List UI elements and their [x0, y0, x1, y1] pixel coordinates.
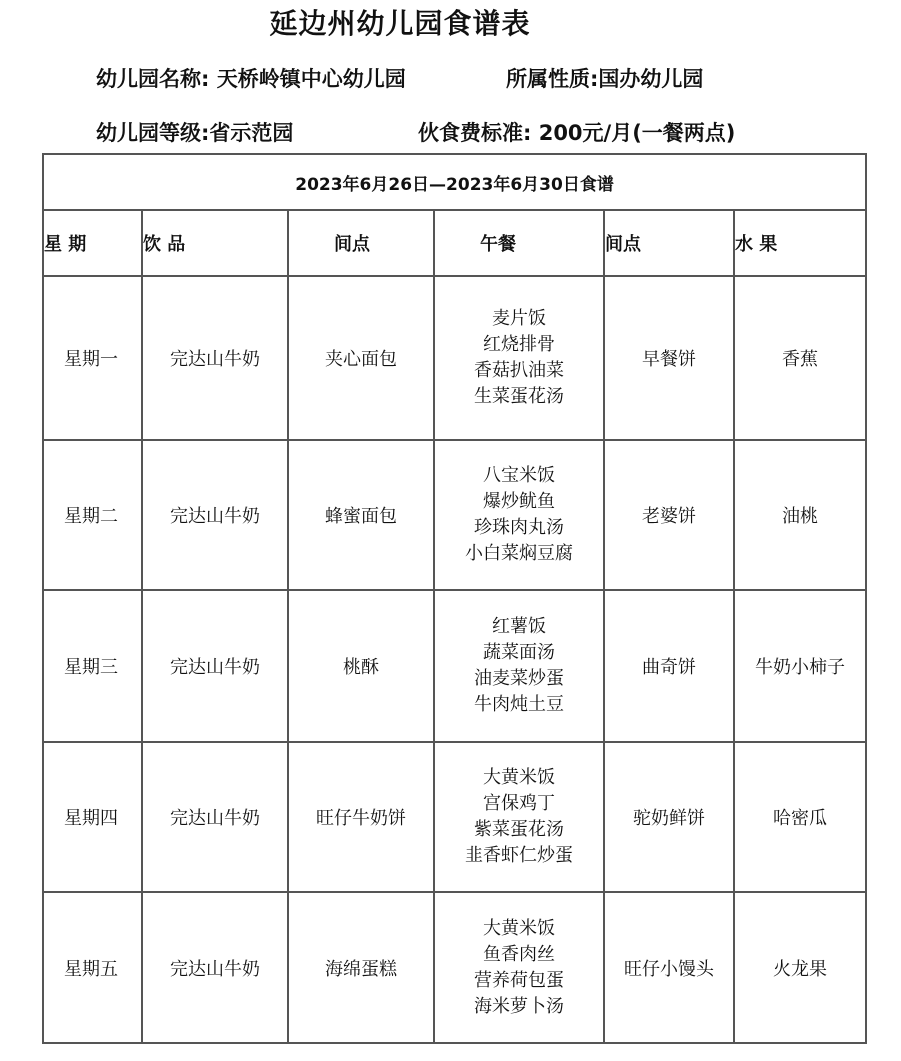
day-cell: 星期二 [43, 440, 142, 590]
lunch-item: 珍珠肉丸汤 [474, 517, 564, 538]
lunch-item: 爆炒鱿鱼 [483, 491, 555, 512]
lunch-item: 大黄米饭 [483, 767, 555, 788]
lunch-item: 蔬菜面汤 [483, 642, 555, 663]
lunch-item: 麦片饭 [492, 308, 546, 329]
header-fruit: 水 果 [734, 210, 866, 276]
fruit-cell: 香蕉 [734, 276, 866, 440]
lunch-cell [434, 440, 604, 590]
drink-cell: 完达山牛奶 [142, 276, 288, 440]
table-row [43, 276, 866, 440]
snack-afternoon-cell: 旺仔小馒头 [604, 892, 734, 1043]
table-row [43, 590, 866, 742]
snack-afternoon-cell: 曲奇饼 [604, 590, 734, 742]
table-row [43, 440, 866, 590]
menu-table [42, 153, 867, 1044]
lunch-cell [434, 590, 604, 742]
lunch-item: 油麦菜炒蛋 [474, 668, 564, 689]
fruit-cell: 牛奶小柿子 [734, 590, 866, 742]
snack-morning-cell: 海绵蛋糕 [288, 892, 434, 1043]
page-title: 延边州幼儿园食谱表 [269, 7, 531, 40]
fruit-cell: 油桃 [734, 440, 866, 590]
kindergarten-level: 幼儿园等级:省示范园 [96, 121, 294, 145]
lunch-item: 紫菜蛋花汤 [474, 819, 564, 840]
day-cell: 星期三 [43, 590, 142, 742]
table-row [43, 892, 866, 1043]
drink-cell: 完达山牛奶 [142, 590, 288, 742]
drink-cell: 完达山牛奶 [142, 892, 288, 1043]
lunch-item: 红薯饭 [492, 616, 546, 637]
lunch-item: 大黄米饭 [483, 917, 555, 939]
fruit-cell: 火龙果 [734, 892, 866, 1043]
kindergarten-name: 幼儿园名称: 天桥岭镇中心幼儿园 [96, 67, 406, 91]
snack-morning-cell: 桃酥 [288, 590, 434, 742]
lunch-item: 营养荷包蛋 [474, 969, 564, 991]
lunch-item: 鱼香肉丝 [483, 943, 555, 965]
lunch-item: 生菜蛋花汤 [474, 386, 564, 407]
period-row [43, 154, 866, 210]
lunch-item: 小白菜焖豆腐 [465, 543, 573, 564]
drink-cell: 完达山牛奶 [142, 742, 288, 892]
drink-cell: 完达山牛奶 [142, 440, 288, 590]
snack-afternoon-cell: 驼奶鲜饼 [604, 742, 734, 892]
kindergarten-type: 所属性质:国办幼儿园 [506, 67, 704, 91]
lunch-cell [434, 276, 604, 440]
lunch-item: 红烧排骨 [483, 334, 555, 355]
lunch-cell [434, 742, 604, 892]
lunch-item: 牛肉炖土豆 [474, 694, 564, 715]
lunch-item: 海米萝卜汤 [474, 995, 564, 1017]
lunch-item: 韭香虾仁炒蛋 [465, 845, 573, 866]
day-cell: 星期四 [43, 742, 142, 892]
fruit-cell: 哈密瓜 [734, 742, 866, 892]
snack-morning-cell: 蜂蜜面包 [288, 440, 434, 590]
header-drink: 饮 品 [142, 210, 288, 276]
day-cell: 星期五 [43, 892, 142, 1043]
header-snack-afternoon: 间点 [604, 210, 734, 276]
meal-fee-standard: 伙食费标准: 200元/月(一餐两点) [418, 121, 736, 145]
header-day: 星 期 [43, 210, 142, 276]
lunch-cell [434, 892, 604, 1043]
menu-period: 2023年6月26日—2023年6月30日食谱 [43, 154, 866, 210]
table-row [43, 742, 866, 892]
snack-afternoon-cell: 老婆饼 [604, 440, 734, 590]
lunch-item: 宫保鸡丁 [483, 793, 555, 814]
snack-morning-cell: 旺仔牛奶饼 [288, 742, 434, 892]
day-cell: 星期一 [43, 276, 142, 440]
lunch-item: 香菇扒油菜 [474, 360, 564, 381]
header-lunch: 午餐 [434, 210, 604, 276]
snack-morning-cell: 夹心面包 [288, 276, 434, 440]
snack-afternoon-cell: 早餐饼 [604, 276, 734, 440]
lunch-item: 八宝米饭 [483, 465, 555, 486]
header-row [43, 210, 866, 276]
header-snack-morning: 间点 [288, 210, 434, 276]
